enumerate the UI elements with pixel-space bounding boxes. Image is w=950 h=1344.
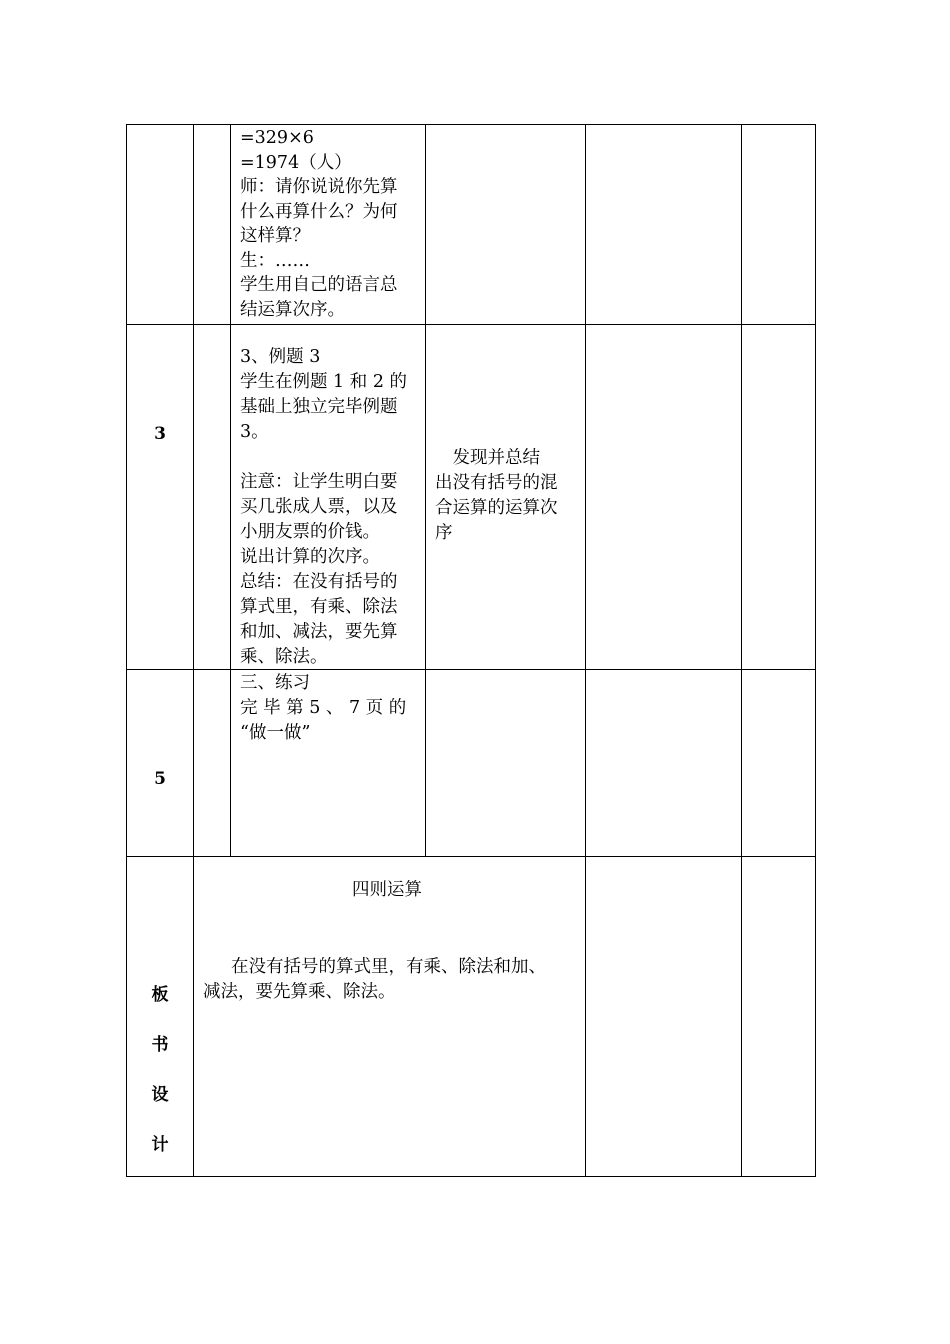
board-label-char: 书 xyxy=(151,1035,169,1055)
time-minutes: 3 xyxy=(154,424,166,444)
column-divider xyxy=(741,124,742,1177)
content-line: 生：…… xyxy=(240,250,310,271)
table-border-right xyxy=(815,124,816,1177)
board-label-char: 板 xyxy=(151,985,169,1005)
content-line: 3、例题 3 xyxy=(240,347,321,367)
column-divider xyxy=(425,124,426,857)
content-line: 这样算？ xyxy=(240,226,310,246)
goal-line: 合运算的运算次 xyxy=(435,498,558,518)
content-line: 结运算次序。 xyxy=(240,299,345,320)
column-divider xyxy=(585,124,586,1177)
goal-line: 出没有括号的混 xyxy=(435,473,558,493)
board-text-line: 减法，要先算乘、除法。 xyxy=(203,982,396,1002)
content-line: 算式里，有乘、除法 xyxy=(240,597,398,617)
content-line: 学生用自己的语言总 xyxy=(240,275,398,295)
time-minutes: 5 xyxy=(154,769,166,789)
content-line: =329×6 xyxy=(240,128,314,148)
column-divider xyxy=(230,124,231,857)
content-line: 说出计算的次序。 xyxy=(240,547,380,567)
content-line: 完 毕 第 5 、 7 页 的 xyxy=(240,698,407,718)
content-line: =1974（人） xyxy=(240,152,352,173)
content-line: 学生在例题 1 和 2 的 xyxy=(240,372,408,392)
content-line: 3。 xyxy=(240,422,269,442)
content-line: 乘、除法。 xyxy=(240,647,328,667)
content-line: 基础上独立完毕例题 xyxy=(240,397,398,417)
board-label-char: 计 xyxy=(151,1135,169,1155)
column-divider xyxy=(193,124,194,1177)
goal-line: 发现并总结 xyxy=(435,448,540,468)
content-line: 总结：在没有括号的 xyxy=(240,572,398,592)
content-line: “做一做” xyxy=(240,723,311,743)
content-line: 什么再算什么？为何 xyxy=(240,201,398,222)
board-label-char: 设 xyxy=(151,1085,169,1105)
content-line: 三、练习 xyxy=(240,673,310,693)
board-text-line: 在没有括号的算式里，有乘、除法和加、 xyxy=(231,957,546,977)
board-title: 四则运算 xyxy=(352,880,422,900)
content-line: 买几张成人票，以及 xyxy=(240,497,398,517)
content-line: 注意：让学生明白要 xyxy=(240,472,398,492)
table-border-left xyxy=(126,124,127,1177)
content-line: 小朋友票的价钱。 xyxy=(240,522,380,542)
table-border-bottom xyxy=(126,1176,816,1177)
content-line: 和加、减法，要先算 xyxy=(240,622,398,642)
goal-line: 序 xyxy=(435,523,453,543)
content-line: 师：请你说说你先算 xyxy=(240,177,398,197)
